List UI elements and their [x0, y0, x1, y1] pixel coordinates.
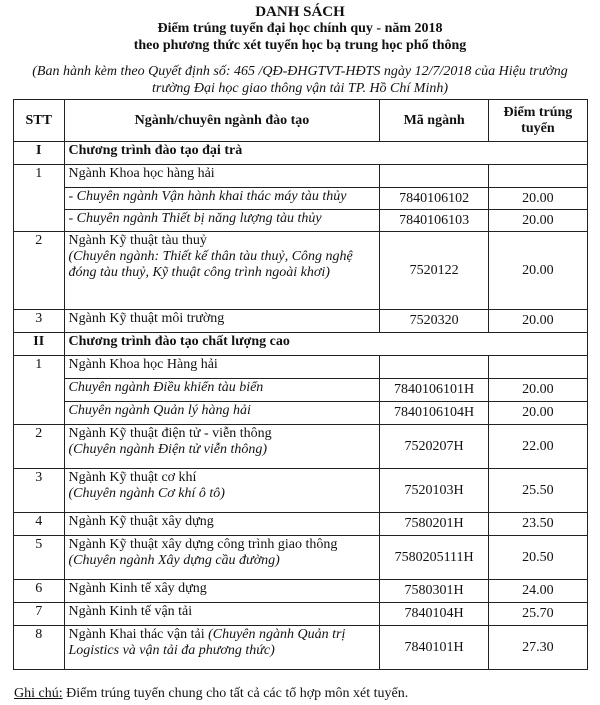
row-score: 22.00: [488, 425, 587, 469]
row-code: [380, 356, 488, 379]
row-stt: 8: [14, 626, 65, 670]
row-score: 20.00: [488, 379, 587, 402]
footnote-text: Điểm trúng tuyển chung cho tất cả các tổ hợp môn xét tuyển.: [62, 686, 409, 701]
table-row: [14, 536, 588, 580]
row-major: Ngành Kinh tế vận tải: [64, 603, 380, 626]
section-row: [14, 333, 588, 356]
row-code: [380, 165, 488, 188]
row-score: 20.00: [488, 210, 587, 232]
row-stt: 2: [14, 232, 65, 310]
row-code: 7520320: [380, 310, 488, 333]
header-stt: STT: [14, 100, 65, 142]
header-major: Ngành/chuyên ngành đào tạo: [64, 100, 380, 142]
row-major-note: (Chuyên ngành Điện tử viễn thông): [68, 442, 268, 457]
row-code: 7520207H: [380, 425, 488, 469]
row-major: [64, 425, 380, 469]
row-code: 7520103H: [380, 469, 488, 513]
table-row: [14, 469, 588, 513]
row-major: Ngành Kinh tế xây dựng: [64, 580, 380, 603]
row-major: Ngành Kỹ thuật môi trường: [64, 310, 380, 333]
row-major-note: (Chuyên ngành: Thiết kế thân tàu thuỷ, Công nghệ đóng tàu thuỷ, Kỹ thuật công trình ngoài khơi): [68, 249, 353, 280]
section-stt: II: [14, 333, 65, 356]
row-score: [488, 165, 587, 188]
table-row: [14, 310, 588, 333]
row-major-name: Ngành Khai thác vận tải: [68, 627, 205, 642]
table-row: [14, 425, 588, 469]
admission-score-table: [13, 99, 588, 670]
row-score: [488, 356, 587, 379]
row-specialization: Chuyên ngành Điều khiển tàu biển: [64, 379, 380, 402]
row-code: 7840106104H: [380, 402, 488, 425]
row-major-name: Ngành Kỹ thuật cơ khí: [68, 470, 197, 485]
row-code: 7840106102: [380, 188, 488, 210]
footnote-label: Ghi chú:: [14, 686, 63, 701]
section-row: [14, 142, 588, 165]
row-major: [64, 232, 380, 310]
table-row: [14, 356, 588, 379]
table-row: [14, 232, 588, 310]
row-score: 20.00: [488, 310, 587, 333]
row-stt: 3: [14, 469, 65, 513]
table-row: [14, 603, 588, 626]
row-code: 7580201H: [380, 513, 488, 536]
row-major: Ngành Khoa học Hàng hải: [64, 356, 380, 379]
row-stt: 2: [14, 425, 65, 469]
row-stt: 3: [14, 310, 65, 333]
row-score: 23.50: [488, 513, 587, 536]
section-title: Chương trình đào tạo chất lượng cao: [64, 333, 587, 356]
header-code: Mã ngành: [380, 100, 488, 142]
row-code: 7840106101H: [380, 379, 488, 402]
row-score: 24.00: [488, 580, 587, 603]
header-score: Điểm trúng tuyển: [488, 100, 587, 142]
row-code: 7520122: [380, 232, 488, 310]
row-major: [64, 626, 380, 670]
row-score: 20.50: [488, 536, 587, 580]
table-row: [14, 210, 588, 232]
row-major-name: Ngành Kỹ thuật điện tử - viễn thông: [68, 426, 272, 441]
row-score: 20.00: [488, 232, 587, 310]
table-row: [14, 379, 588, 402]
table-row: [14, 188, 588, 210]
section-title: Chương trình đào tạo đại trà: [64, 142, 587, 165]
table-row: [14, 580, 588, 603]
row-major-name: Ngành Kỹ thuật xây dựng công trình giao thông: [68, 537, 338, 552]
doc-subtitle-2: theo phương thức xét tuyển học bạ trung học phổ thông: [133, 38, 467, 53]
decision-reference: (Ban hành kèm theo Quyết định số: 465 /QĐ-ĐHGTVT-HĐTS ngày 12/7/2018 của Hiệu trưởng trường Đại học giao thông vận tải TP. Hồ Chí Minh): [32, 64, 568, 96]
table-row: [14, 402, 588, 425]
table-row: [14, 626, 588, 670]
row-specialization: - Chuyên ngành Vận hành khai thác máy tàu thủy: [64, 188, 380, 210]
footnote: [14, 686, 408, 702]
row-stt: 5: [14, 536, 65, 580]
row-major: [64, 536, 380, 580]
row-major-name: Ngành Kỹ thuật tàu thuỷ: [68, 233, 207, 248]
row-specialization: Chuyên ngành Quản lý hàng hải: [64, 402, 380, 425]
row-major-note: (Chuyên ngành Cơ khí ô tô): [68, 486, 225, 501]
table-row: [14, 513, 588, 536]
row-score: 27.30: [488, 626, 587, 670]
doc-title: DANH SÁCH: [255, 4, 345, 20]
row-major: [64, 469, 380, 513]
row-score: 20.00: [488, 188, 587, 210]
doc-subtitle-1: Điểm trúng tuyển đại học chính quy - năm 2018: [157, 21, 443, 36]
row-stt: 7: [14, 603, 65, 626]
row-code: 7580301H: [380, 580, 488, 603]
table-header-row: [14, 100, 588, 142]
row-major-note: (Chuyên ngành Quản trị Logistics và vận tải đa phương thức): [68, 627, 346, 658]
row-major: Ngành Khoa học hàng hải: [64, 165, 380, 188]
row-code: 7840106103: [380, 210, 488, 232]
row-stt: 1: [14, 165, 65, 232]
row-score: 25.70: [488, 603, 587, 626]
row-code: 7840101H: [380, 626, 488, 670]
table-row: [14, 165, 588, 188]
row-score: 20.00: [488, 402, 587, 425]
row-major: Ngành Kỹ thuật xây dựng: [64, 513, 380, 536]
section-stt: I: [14, 142, 65, 165]
row-code: 7840104H: [380, 603, 488, 626]
row-code: 7580205111H: [380, 536, 488, 580]
row-stt: 6: [14, 580, 65, 603]
row-stt: 4: [14, 513, 65, 536]
row-stt: 1: [14, 356, 65, 425]
row-major-note: (Chuyên ngành Xây dựng cầu đường): [68, 553, 280, 568]
row-score: 25.50: [488, 469, 587, 513]
row-specialization: - Chuyên ngành Thiết bị năng lượng tàu thủy: [64, 210, 380, 232]
